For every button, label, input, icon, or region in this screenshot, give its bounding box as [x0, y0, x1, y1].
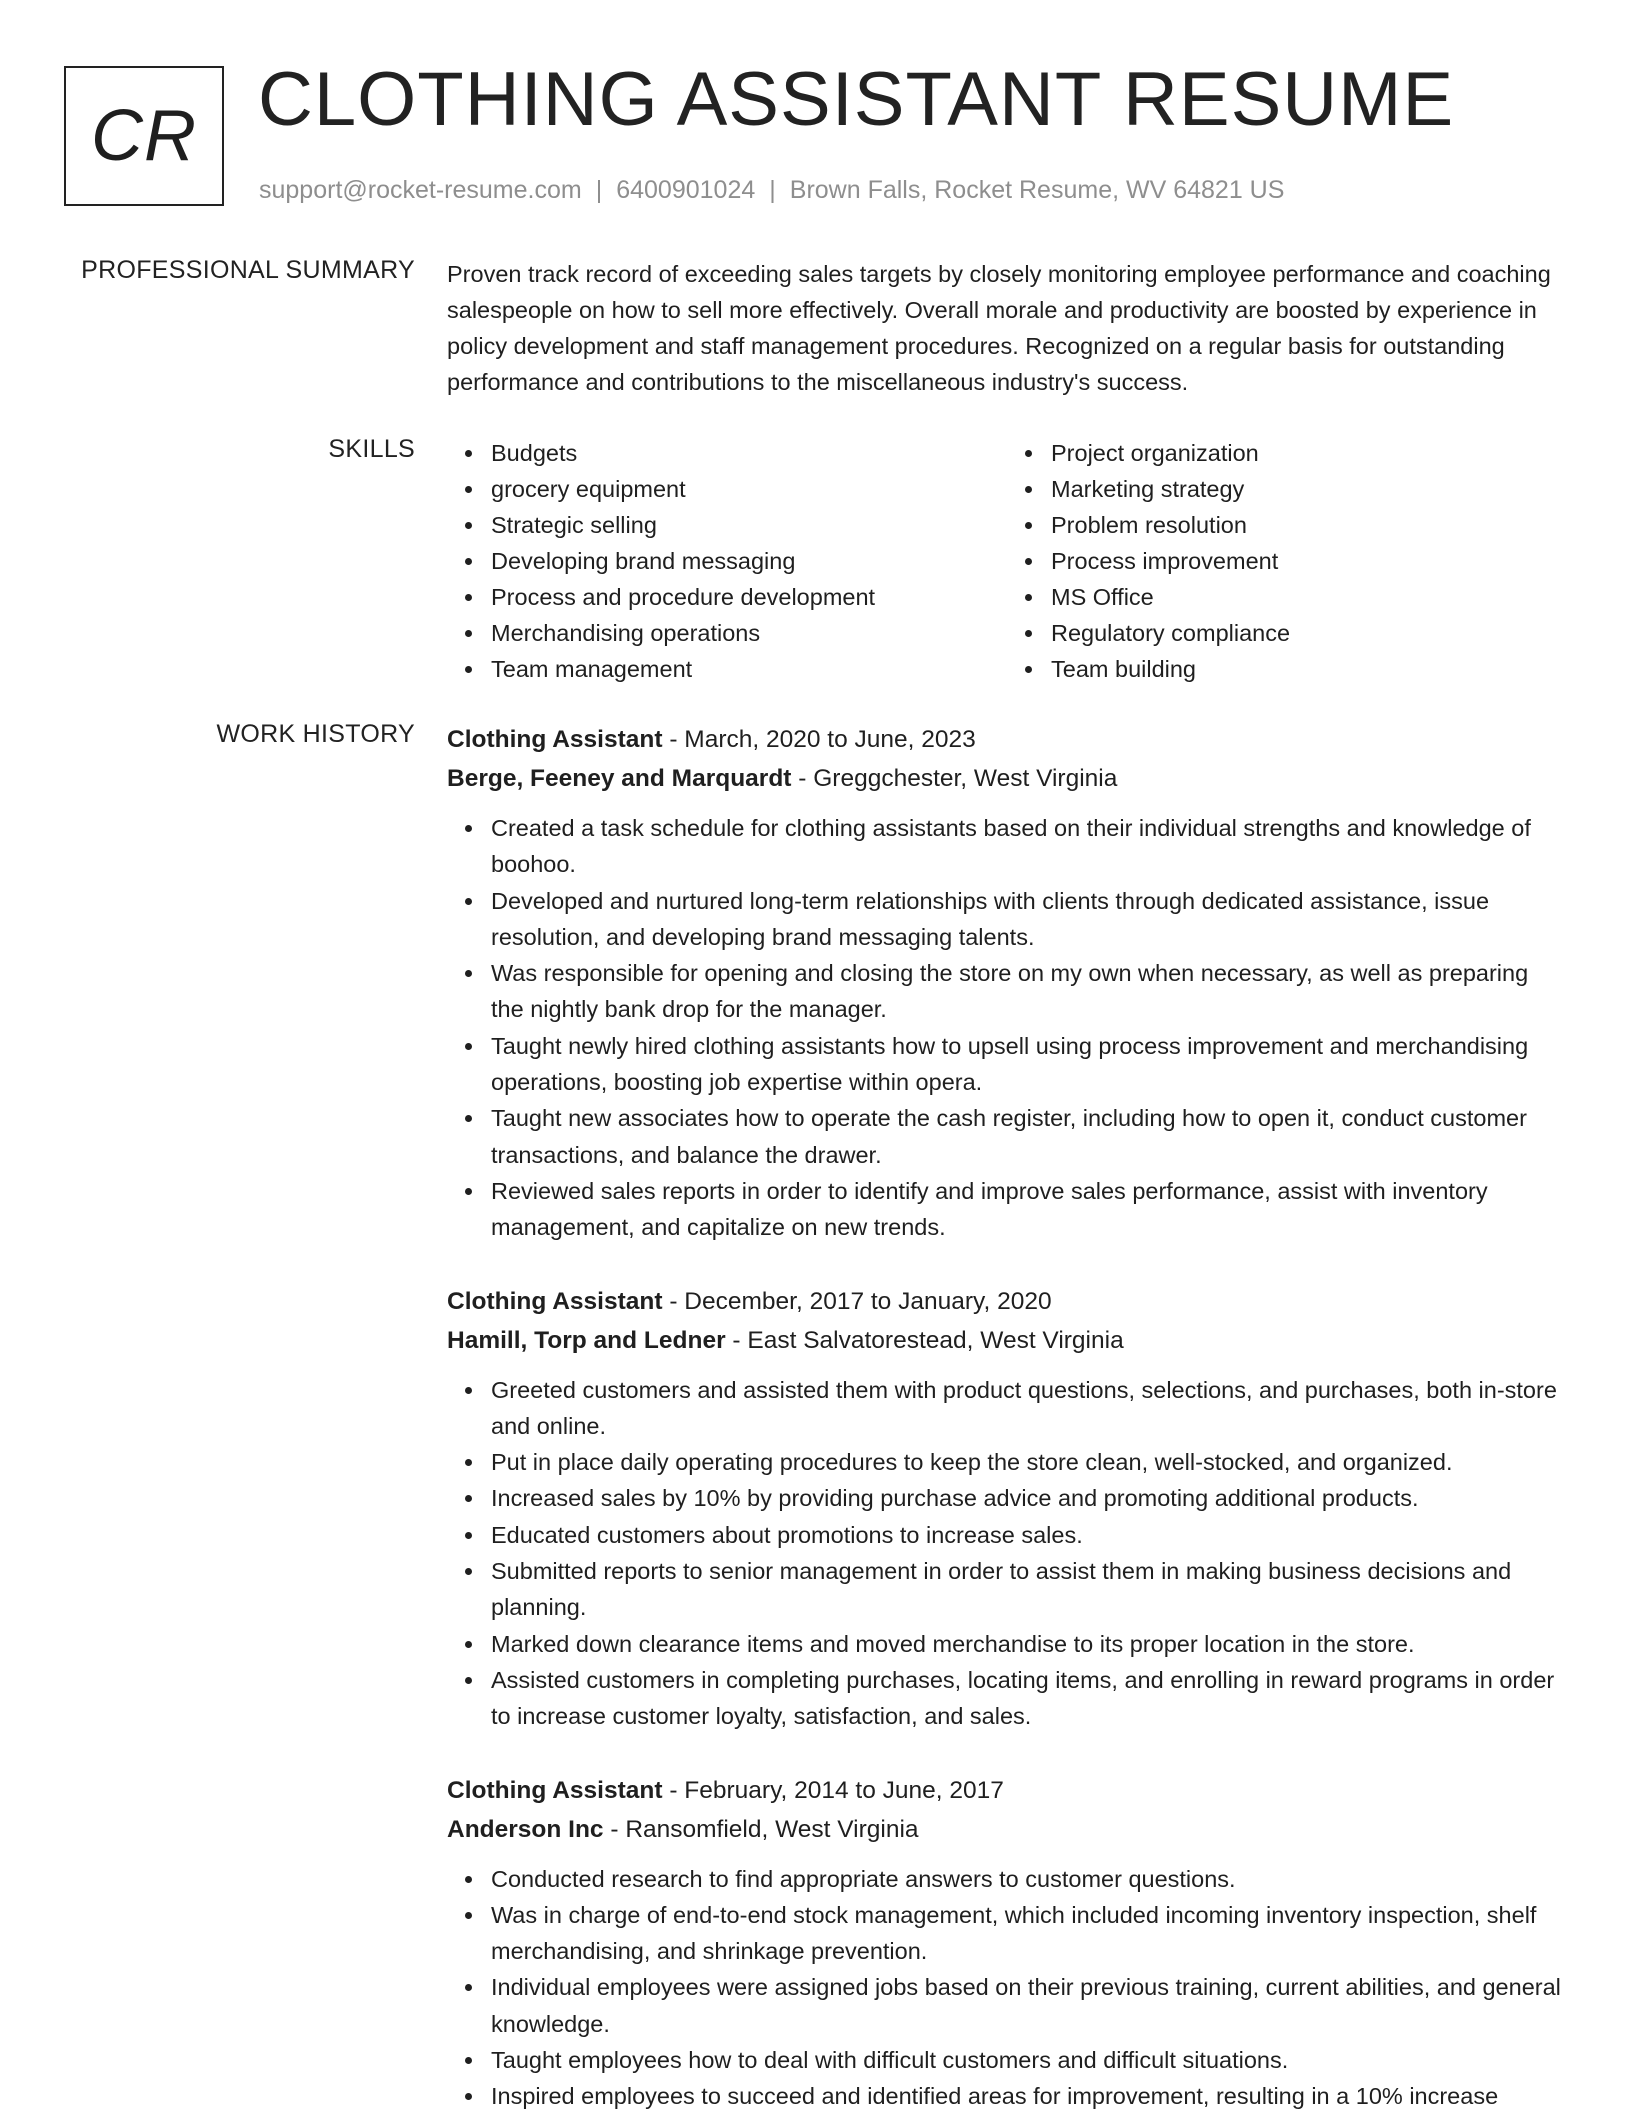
job-entry [447, 1282, 1567, 1735]
skill-item: Budgets [491, 435, 1007, 471]
skill-item: Merchandising operations [491, 615, 1007, 651]
job-bullet: Increased sales by 10% by providing purchase advice and promoting additional products. [491, 1480, 1567, 1516]
skill-item: Process and procedure development [491, 579, 1007, 615]
skill-item: Team building [1051, 651, 1567, 687]
job-bullet: Submitted reports to senior management in order to assist them in making business decisions and planning. [491, 1553, 1567, 1626]
contact-separator: | [769, 176, 776, 204]
job-company-line [447, 1810, 1567, 1849]
summary-body [447, 256, 1567, 400]
skill-item: Regulatory compliance [1051, 615, 1567, 651]
job-location: - Greggchester, West Virginia [791, 765, 1118, 792]
job-company-line [447, 759, 1567, 798]
job-bullet: Individual employees were assigned jobs based on their previous training, current abilities, and general knowledge. [491, 1969, 1567, 2042]
job-title: Clothing Assistant [447, 726, 663, 753]
job-bullets [447, 1372, 1567, 1735]
contact-phone: 6400901024 [616, 176, 756, 204]
work-history-body [447, 720, 1567, 2115]
job-bullet: Was responsible for opening and closing the store on my own when necessary, as well as preparing the nightly bank drop for the manager. [491, 955, 1567, 1028]
skill-item: Problem resolution [1051, 507, 1567, 543]
job-bullet: Was in charge of end-to-end stock management, which included incoming inventory inspection, shelf merchandising, and shrinkage prevention. [491, 1897, 1567, 1970]
skills-right-column [1007, 435, 1567, 687]
skill-item: grocery equipment [491, 471, 1007, 507]
job-bullet: Created a task schedule for clothing assistants based on their individual strengths and knowledge of boohoo. [491, 810, 1567, 883]
job-bullet: Educated customers about promotions to increase sales. [491, 1517, 1567, 1553]
job-bullet: Taught new associates how to operate the cash register, including how to open it, conduct customer transactions, and balance the drawer. [491, 1100, 1567, 1173]
contact-separator: | [595, 176, 603, 204]
job-title-line [447, 1771, 1567, 1810]
job-bullet: Put in place daily operating procedures to keep the store clean, well-stocked, and organized. [491, 1444, 1567, 1480]
skill-item: Marketing strategy [1051, 471, 1567, 507]
skills-body [447, 435, 1567, 687]
job-bullets [447, 1861, 1567, 2115]
job-title-line [447, 1282, 1567, 1321]
job-company: Anderson Inc [447, 1815, 604, 1843]
job-bullet: Developed and nurtured long-term relationships with clients through dedicated assistance, issue resolution, and developing brand messaging talents. [491, 883, 1567, 956]
skills-heading: SKILLS [328, 435, 415, 463]
skill-item: Project organization [1051, 435, 1567, 471]
job-location: - Ransomfield, West Virginia [603, 1815, 919, 1843]
job-entry [447, 1771, 1567, 2115]
job-bullets [447, 810, 1567, 1246]
job-title: Clothing Assistant [447, 1776, 663, 1804]
skills-columns [447, 435, 1567, 687]
skill-item: MS Office [1051, 579, 1567, 615]
skill-item: Strategic selling [491, 507, 1007, 543]
skill-item: Developing brand messaging [491, 543, 1007, 579]
job-dates: - March, 2020 to June, 2023 [662, 726, 976, 753]
job-bullet: Assisted customers in completing purchases, locating items, and enrolling in reward programs in order to increase customer loyalty, satisfaction, and sales. [491, 1662, 1567, 1735]
job-bullet: Taught newly hired clothing assistants how to upsell using process improvement and merchandising operations, boosting job expertise within opera. [491, 1028, 1567, 1101]
summary-heading: PROFESSIONAL SUMMARY [81, 256, 415, 284]
job-bullet: Inspired employees to succeed and identified areas for improvement, resulting in a 10% increase [491, 2078, 1567, 2114]
job-location: - East Salvatorestead, West Virginia [725, 1326, 1124, 1354]
monogram-initials: CR [91, 96, 197, 176]
skill-item: Process improvement [1051, 543, 1567, 579]
job-title: Clothing Assistant [447, 1287, 663, 1315]
skill-item: Team management [491, 651, 1007, 687]
contact-line [259, 176, 1284, 205]
job-company: Berge, Feeney and Marquardt [447, 765, 792, 792]
job-bullet: Reviewed sales reports in order to identify and improve sales performance, assist with inventory management, and capitalize on new trends. [491, 1173, 1567, 1246]
job-company: Hamill, Torp and Ledner [447, 1326, 726, 1354]
job-bullet: Marked down clearance items and moved merchandise to its proper location in the store. [491, 1626, 1567, 1662]
contact-address: Brown Falls, Rocket Resume, WV 64821 US [789, 176, 1285, 204]
job-title-line [447, 720, 1567, 759]
job-bullet: Conducted research to find appropriate answers to customer questions. [491, 1861, 1567, 1897]
resume-title: CLOTHING ASSISTANT RESUME [258, 57, 1455, 142]
job-dates: - February, 2014 to June, 2017 [662, 1776, 1004, 1804]
job-entry [447, 720, 1567, 1246]
monogram-box [64, 66, 224, 206]
summary-text: Proven track record of exceeding sales targets by closely monitoring employee performance and coaching salespeople on how to sell more effectively. Overall morale and productivity are boosted by experience in policy development and staff management procedures. Recognized on a regular basis for outstanding performance and contributions to the miscellaneous industry's success. [447, 261, 1551, 395]
job-bullet: Taught employees how to deal with difficult customers and difficult situations. [491, 2042, 1567, 2078]
job-company-line [447, 1321, 1567, 1360]
contact-email: support@rocket-resume.com [259, 176, 582, 204]
skills-left-column [447, 435, 1007, 687]
job-bullet: Greeted customers and assisted them with product questions, selections, and purchases, both in-store and online. [491, 1372, 1567, 1445]
work-history-heading: WORK HISTORY [216, 720, 415, 748]
job-dates: - December, 2017 to January, 2020 [662, 1287, 1052, 1315]
